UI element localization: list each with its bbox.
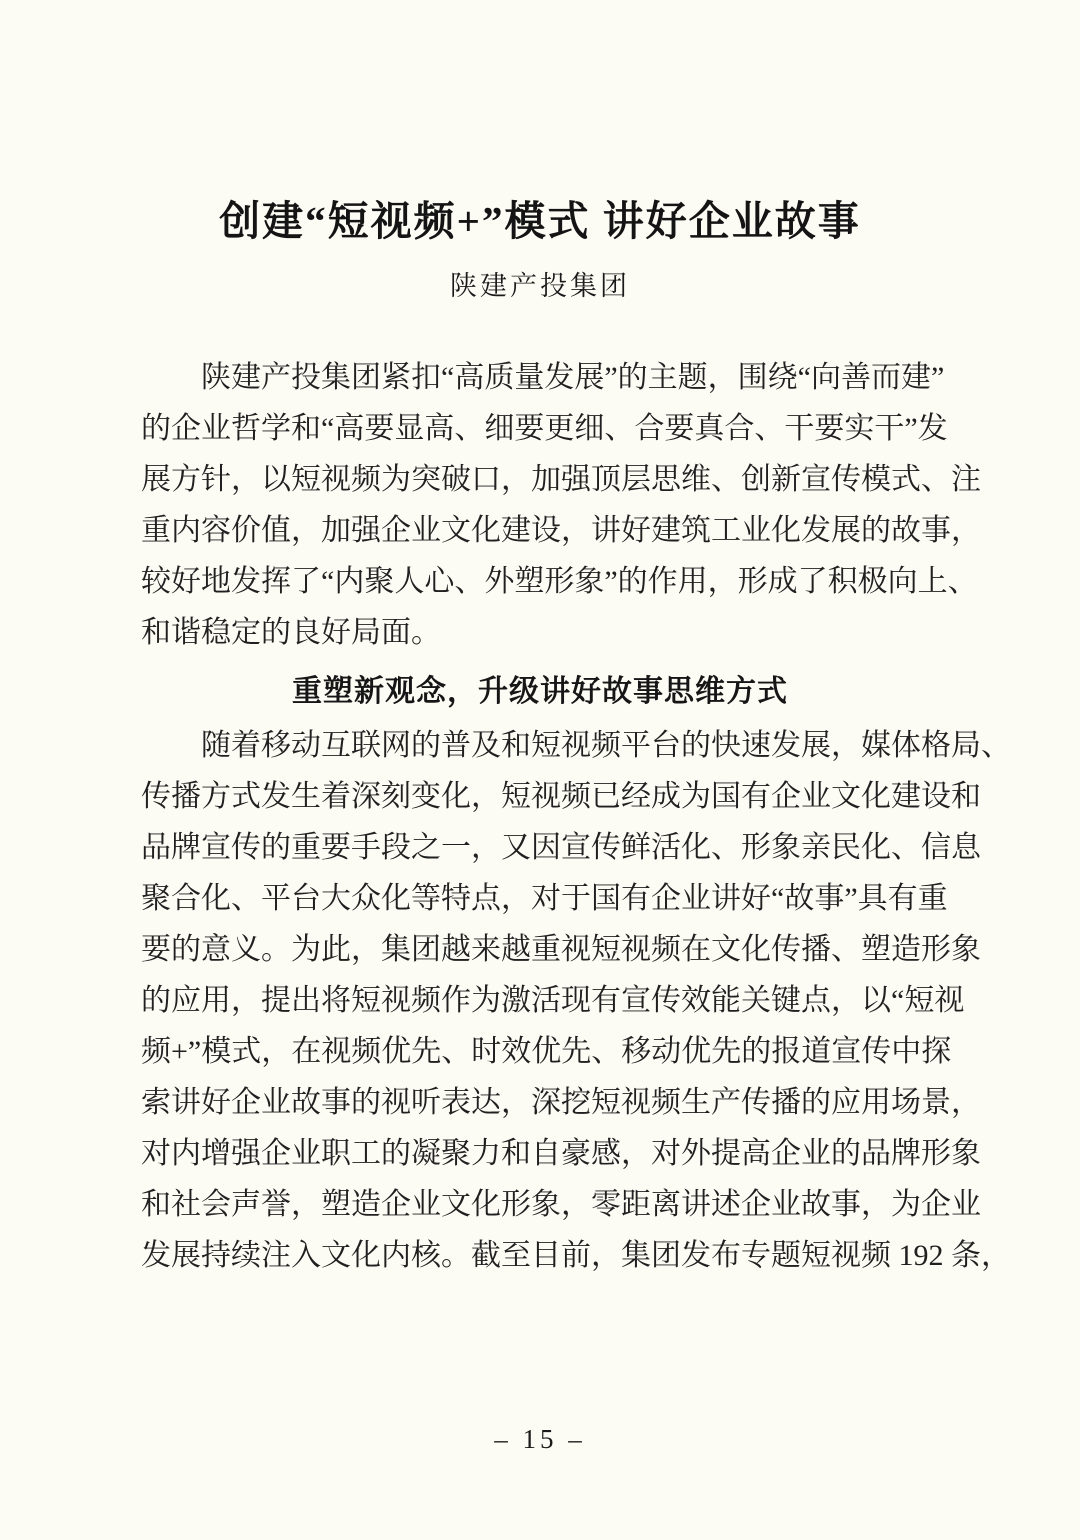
text-line: 对内增强企业职工的凝聚力和自豪感，对外提高企业的品牌形象 <box>141 1137 981 1170</box>
text-line: 和社会声誉，塑造企业文化形象，零距离讲述企业故事，为企业 <box>141 1188 981 1221</box>
text-line: 随着移动互联网的普及和短视频平台的快速发展，媒体格局、 <box>201 729 1011 762</box>
text-line: 的应用，提出将短视频作为激活现有宣传效能关键点，以“短视 <box>141 984 965 1017</box>
text-line: 陕建产投集团紧扣“高质量发展”的主题，围绕“向善而建” <box>201 361 945 394</box>
document-title: 创建“短视频+”模式 讲好企业故事 <box>219 198 861 244</box>
paragraph-1 <box>141 352 981 658</box>
text-line: 索讲好企业故事的视听表达，深挖短视频生产传播的应用场景， <box>141 1086 981 1119</box>
text-line: 较好地发挥了“内聚人心、外塑形象”的作用，形成了积极向上、 <box>141 565 978 598</box>
page-number: – 15 – <box>494 1424 586 1454</box>
text-line: 发展持续注入文化内核。截至目前，集团发布专题短视频 192 条， <box>141 1239 1011 1272</box>
text-line: 展方针，以短视频为突破口，加强顶层思维、创新宣传模式、注 <box>141 463 981 496</box>
text-line: 重内容价值，加强企业文化建设，讲好建筑工业化发展的故事， <box>141 514 981 547</box>
text-line: 和谐稳定的良好局面。 <box>141 616 441 649</box>
text-line: 频+”模式，在视频优先、时效优先、移动优先的报道宣传中探 <box>141 1035 952 1068</box>
text-line: 品牌宣传的重要手段之一，又因宣传鲜活化、形象亲民化、信息 <box>141 831 981 864</box>
paragraph-2 <box>141 720 1011 1281</box>
text-line: 传播方式发生着深刻变化，短视频已经成为国有企业文化建设和 <box>141 780 981 813</box>
section-heading: 重塑新观念，升级讲好故事思维方式 <box>292 675 788 708</box>
text-line: 聚合化、平台大众化等特点，对于国有企业讲好“故事”具有重 <box>141 882 948 915</box>
text-line: 要的意义。为此，集团越来越重视短视频在文化传播、塑造形象 <box>141 933 981 966</box>
document-subtitle: 陕建产投集团 <box>450 271 630 301</box>
text-line: 的企业哲学和“高要显高、细要更细、合要真合、干要实干”发 <box>141 412 948 445</box>
